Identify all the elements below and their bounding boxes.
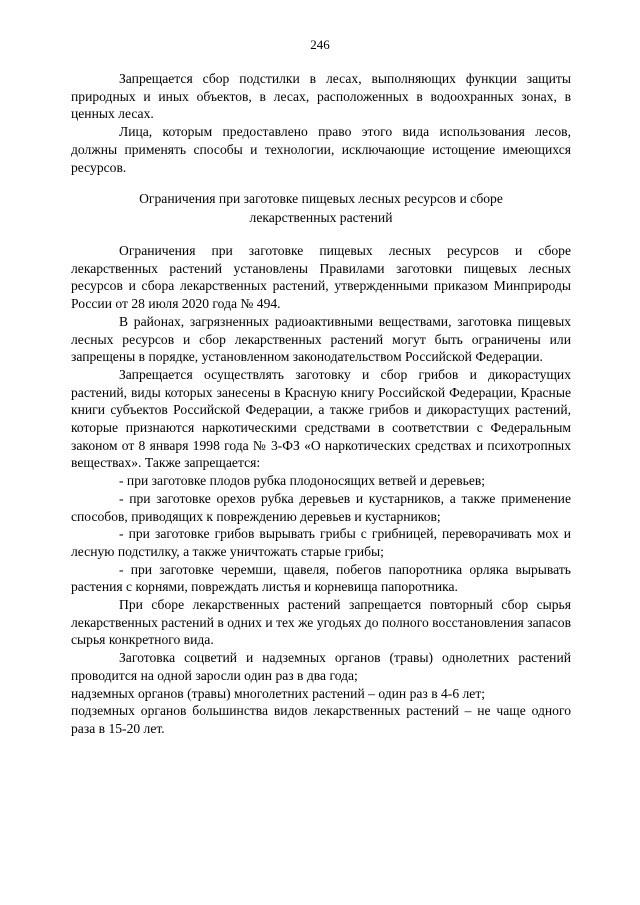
paragraph-rules: Ограничения при заготовке пищевых лесных ресурсов и сборе лекарственных растений установлены Правилами заготовки пищевых лесных ресурсов и сбора лекарственных растений, утвержденными приказом Минприроды России от 28 июля 2020 года № 494. bbox=[71, 243, 571, 312]
body-section bbox=[71, 242, 571, 738]
paragraph-methods: Лица, которым предоставлено право этого вида использования лесов, должны применять способы и технологии, исключающие истощение имеющихся ресурсов. bbox=[71, 124, 571, 175]
line-underground: подземных органов большинства видов лекарственных растений – не чаще одного раза в 15-20 лет. bbox=[71, 703, 571, 736]
list-item-wild-garlic: - при заготовке черемши, щавеля, побегов папоротника орляка вырывать растения с корнями, повреждать листья и корневища папоротника. bbox=[71, 561, 571, 595]
line-perennial: надземных органов (травы) многолетних растений – один раз в 4-6 лет; bbox=[71, 685, 486, 701]
intro-section bbox=[71, 70, 571, 176]
paragraph-radioactive: В районах, загрязненных радиоактивными веществами, заготовка пищевых лесных ресурсов и сбор лекарственных растений могут быть ограничены или запрещены в порядке, установленном законодательством Российской Федерации. bbox=[71, 313, 571, 365]
paragraph-litter-ban: Запрещается сбор подстилки в лесах, выполняющих функции защиты природных и иных объектов, в лесах, расположенных в водоохранных зонах, в ценных лесах. bbox=[71, 71, 571, 122]
paragraph-harvest-frequency: Заготовка соцветий и надземных органов (травы) однолетних растений проводится на одной заросли один раз в два года; bbox=[71, 650, 571, 683]
page-number: 246 bbox=[310, 37, 330, 52]
list-item-fruits: - при заготовке плодов рубка плодоносящих ветвей и деревьев; bbox=[119, 473, 486, 489]
heading-line-2: лекарственных растений bbox=[249, 210, 393, 225]
paragraph-prohibitions: Запрещается осуществлять заготовку и сбор грибов и дикорастущих растений, виды которых занесены в Красную книгу Российской Федерации, Красные книги субъектов Российской Федерации, а также грибов и дикорастущих растений, которые признаются наркотическими средствами в соответствии с Федеральным законом от 8 января 1998 года № 3-ФЗ «О наркотических средствах и психотропных веществах». Также запрещается: bbox=[71, 366, 571, 471]
list-item-mushrooms: - при заготовке грибов вырывать грибы с грибницей, переворачивать мох и лесную подстилку, а также уничтожать старые грибы; bbox=[71, 526, 571, 559]
section-heading bbox=[71, 189, 571, 227]
list-item-nuts: - при заготовке орехов рубка деревьев и кустарников, а также применение способов, приводящих к повреждению деревьев и кустарников; bbox=[71, 490, 571, 524]
paragraph-medicinal: При сборе лекарственных растений запрещается повторный сбор сырья лекарственных растений в одних и тех же угодьях до полного восстановления запасов сырья конкретного вида. bbox=[71, 597, 571, 648]
heading-line-1: Ограничения при заготовке пищевых лесных ресурсов и сборе bbox=[139, 191, 503, 206]
